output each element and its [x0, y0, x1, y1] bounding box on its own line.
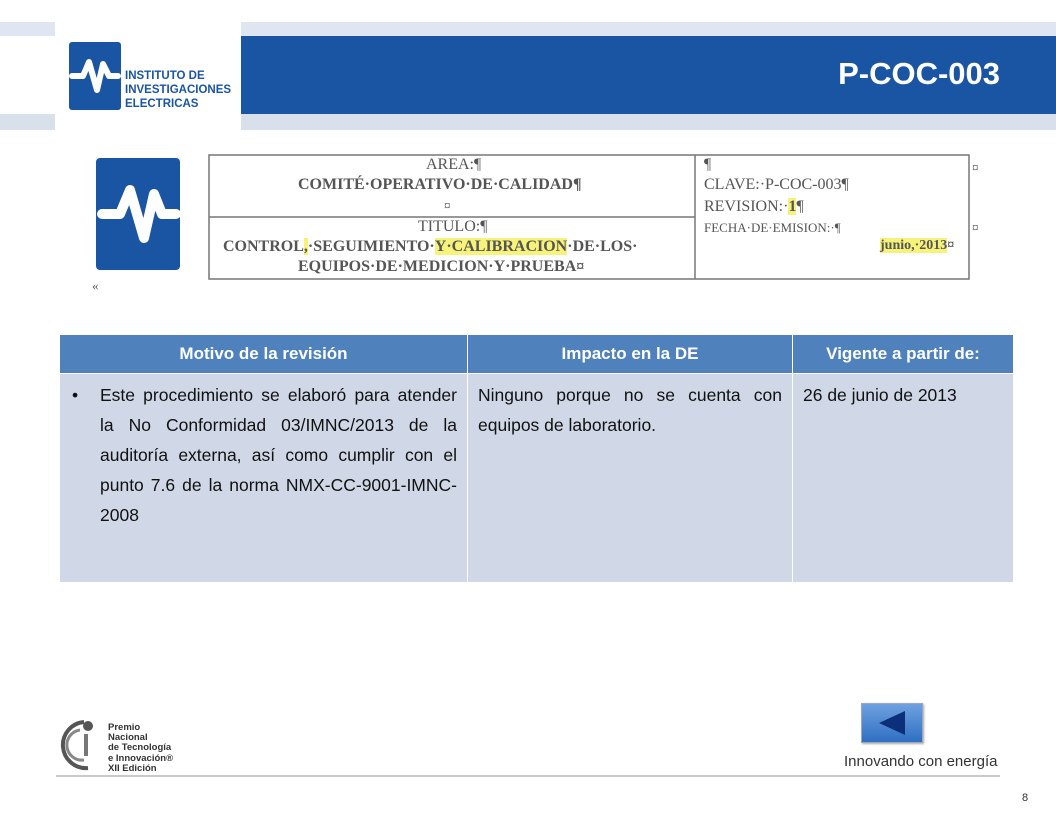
document-header-snippet — [92, 150, 986, 300]
trailing-mark: « — [92, 278, 99, 293]
header-impacto: Impacto en la DE — [468, 335, 793, 374]
back-button[interactable] — [861, 703, 923, 743]
premio-text — [108, 723, 173, 774]
titulo-line2: EQUIPOS·DE·MEDICION·Y·PRUEBA¤ — [298, 258, 585, 275]
titulo-part-highlight: , — [303, 238, 308, 255]
para-mark: ¶ — [704, 156, 712, 173]
triangle-left-icon — [862, 704, 922, 742]
premio-line: de Tecnología — [108, 742, 172, 754]
titulo-part: ·SEGUIMIENTO· — [307, 238, 435, 255]
premio-logo-icon — [54, 716, 106, 774]
fecha-value: junio,·2013 — [880, 238, 948, 253]
iie-logo — [55, 22, 241, 134]
logo-text-line: INVESTIGACIONES — [125, 84, 232, 96]
table-row — [60, 374, 1014, 583]
header-vigente: Vigente a partir de: — [793, 335, 1014, 374]
revision-table — [59, 334, 1014, 583]
revision-text — [704, 198, 804, 216]
premio-line: Premio — [108, 722, 141, 733]
header-motivo: Motivo de la revisión — [60, 335, 468, 374]
cell-motivo — [60, 374, 468, 583]
premio-line: e Innovación® — [108, 752, 174, 764]
footer-divider — [56, 775, 1000, 777]
cell-mark: ¤ — [444, 198, 451, 213]
cell-mark: ¤ — [972, 160, 979, 175]
fecha-label: FECHA·DE·EMISION:·¶ — [704, 220, 841, 235]
slide-title: P-COC-003 — [838, 56, 1000, 91]
revision-label: REVISION:· — [704, 198, 789, 215]
iie-logo-large-icon — [96, 158, 180, 270]
page-number: 8 — [1022, 792, 1029, 804]
revision-end: ¶ — [796, 198, 804, 215]
fecha-end: ¤ — [947, 238, 955, 253]
logo-text — [125, 69, 231, 111]
tagline: Innovando con energía — [844, 753, 998, 770]
iie-logo-icon — [69, 42, 121, 110]
bullet-icon: • — [72, 385, 79, 405]
logo-text-line: INSTITUTO DE — [125, 70, 205, 82]
titulo-part-highlight: Y·CALIBRACION — [434, 238, 568, 255]
titulo-label: TITULO:¶ — [418, 218, 488, 235]
titulo-part: ·DE·LOS· — [567, 238, 638, 255]
fecha-text — [880, 238, 954, 254]
area-label: AREA:¶ — [426, 156, 482, 173]
revision-value: 1 — [788, 198, 797, 215]
area-value: COMITÉ·OPERATIVO·DE·CALIDAD¶ — [298, 176, 582, 193]
table-header-row — [60, 335, 1014, 374]
titulo-value — [223, 238, 637, 256]
cell-mark: ¤ — [972, 220, 979, 235]
premio-line: Nacional — [108, 732, 148, 744]
cell-vigente: 26 de junio de 2013 — [793, 374, 1014, 583]
clave-text: CLAVE:·P-COC-003¶ — [704, 176, 849, 193]
cell-impacto: Ninguno porque no se cuenta con equipos de laboratorio. — [468, 374, 793, 583]
logo-text-line: ELECTRICAS — [125, 98, 199, 110]
motivo-text: Este procedimiento se elaboró para atender la No Conformidad 03/IMNC/2013 de la auditoría externa, así como cumplir con el punto 7.6 de la norma NMX-CC-9001-IMNC-2008 — [100, 385, 457, 525]
premio-line: XII Edición — [108, 762, 157, 774]
titulo-part: CONTROL — [223, 238, 304, 255]
